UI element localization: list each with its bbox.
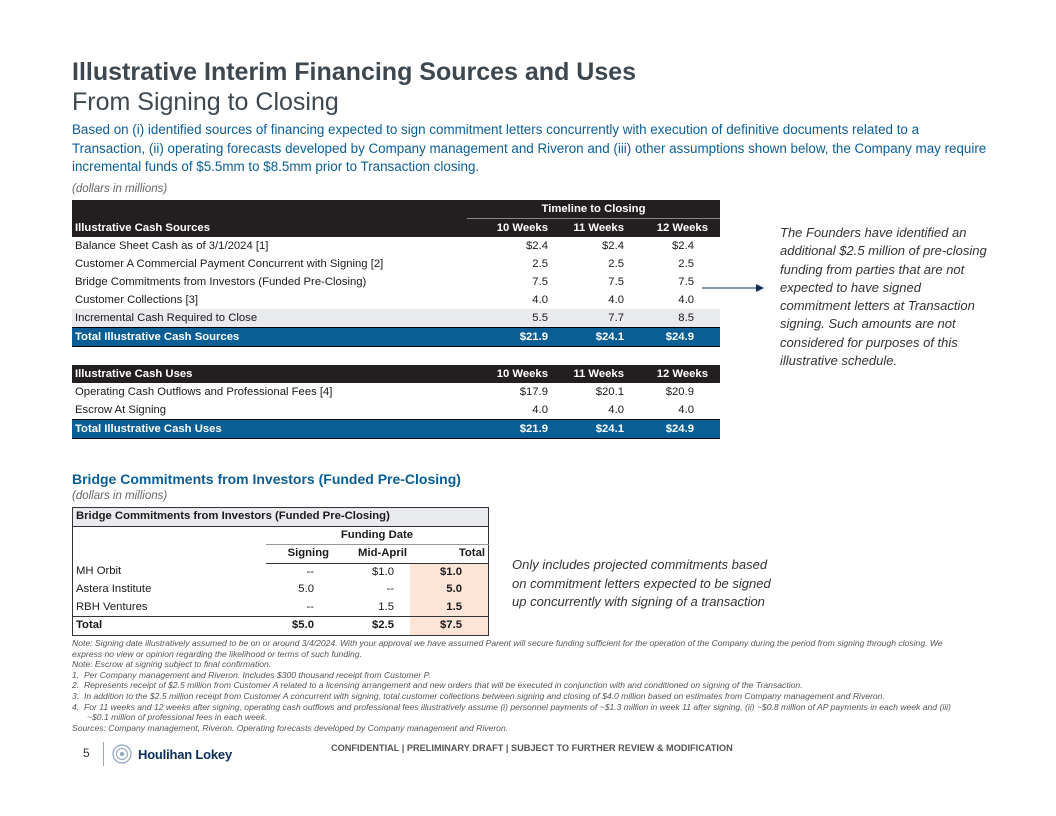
total-label: Total Illustrative Cash Uses [72, 420, 467, 439]
bridge-note: Only includes projected commitments based on commitment letters expected to be signed up concurrently with signing of a transaction [512, 557, 771, 609]
table-row [73, 563, 489, 581]
footnotes [72, 638, 972, 733]
cell-value: 5.5 [467, 309, 551, 328]
cell-value: 2.5 [532, 258, 548, 270]
total-value: $24.9 [627, 328, 720, 347]
arrow-right-icon [700, 282, 766, 294]
total-row [72, 328, 720, 347]
cell-value: 4.0 [608, 294, 624, 306]
column-header: 12 Weeks [627, 365, 720, 383]
footnote-sources: Sources: Company management, Riveron. Operating forecasts developed by Company management and Riveron. [72, 722, 509, 733]
row-label: Customer Collections [3] [75, 294, 199, 306]
logo-text: Houlihan Lokey [138, 746, 232, 762]
confidential-notice: CONFIDENTIAL | PRELIMINARY DRAFT | SUBJECT TO FURTHER REVIEW & MODIFICATION [331, 743, 733, 753]
cell-value: $1.0 [372, 565, 394, 578]
uses-header: Illustrative Cash Uses [72, 365, 467, 383]
column-header: Signing [266, 545, 332, 564]
founders-note: The Founders have identified an additional $2.5 million of pre-closing funding from parties that are not expected to have signed commitment letters at Transaction signing. Such amounts are not considered for purposes of this illustrative schedule. [780, 225, 987, 369]
bridge-section-title: Bridge Commitments from Investors (Funded Pre-Closing) [72, 471, 461, 487]
total-value: $2.5 [332, 617, 410, 636]
uses-header-row [72, 365, 720, 383]
cell-value: 4.0 [608, 404, 624, 416]
cell-value: -- [306, 600, 314, 613]
cell-value: 2.5 [678, 258, 694, 270]
column-header: 12 Weeks [627, 219, 720, 238]
total-label: Total [73, 617, 267, 636]
sources-header: Illustrative Cash Sources [72, 219, 467, 238]
cell-value: $20.9 [665, 386, 694, 398]
table-row [73, 599, 489, 617]
cell-value: $17.9 [519, 386, 548, 398]
cell-value: 5.0 [298, 583, 314, 595]
total-value: $24.1 [551, 328, 627, 347]
table-row [72, 255, 720, 273]
footnote-note: Note: Escrow at signing subject to final confirmation. [72, 659, 272, 670]
footnote-note: Note: Signing date illustratively assumed to be on or around 3/4/2024. With your approval we have assumed Parent will secure funding sufficient for the operation of the Company during the period from signing through closing. We express no view or opinion regarding the likelihood or terms of such funding. [72, 638, 943, 659]
logo-mark-icon [112, 744, 132, 764]
bridge-title-row [73, 508, 489, 527]
bridge-table-title: Bridge Commitments from Investors (Funded Pre-Closing) [73, 508, 489, 527]
bridge-header-row [73, 545, 489, 564]
cell-value: 7.5 [608, 276, 624, 288]
timeline-header-row [72, 200, 720, 219]
units-label: (dollars in millions) [72, 183, 168, 195]
total-row [72, 420, 720, 439]
row-label: Incremental Cash Required to Close [72, 309, 467, 328]
column-header: 11 Weeks [551, 365, 627, 383]
row-label: MH Orbit [76, 565, 122, 578]
cash-sources-table [72, 200, 720, 347]
column-header: 11 Weeks [551, 219, 627, 238]
row-label: RBH Ventures [76, 600, 148, 613]
total-row [73, 617, 489, 636]
cell-value: 4.0 [532, 294, 548, 306]
total-value: $24.9 [627, 420, 720, 439]
column-header: Total [410, 545, 489, 564]
cell-value: 7.7 [551, 309, 627, 328]
cell-value: $2.4 [526, 240, 548, 252]
page-title: Illustrative Interim Financing Sources and Uses [72, 58, 637, 86]
total-value: $24.1 [551, 420, 627, 439]
cell-value: 7.5 [532, 276, 548, 288]
cell-value: 5.0 [410, 581, 489, 599]
row-label: Escrow At Signing [75, 404, 167, 416]
cell-value: 4.0 [678, 404, 694, 416]
footnote-item: 1. Per Company management and Riveron. Includes $300 thousand receipt from Customer P. [72, 669, 431, 680]
column-header: 10 Weeks [467, 365, 551, 383]
cell-value: 1.5 [410, 599, 489, 617]
cell-value: 4.0 [532, 404, 548, 416]
funding-date-row [73, 526, 489, 545]
cell-value: $20.1 [595, 386, 624, 398]
cell-value: 1.5 [378, 600, 394, 613]
cell-value: -- [386, 583, 394, 595]
table-row [72, 237, 720, 255]
cell-value: 2.5 [608, 258, 624, 270]
table-row [72, 383, 720, 401]
footnote-item: 2. Represents receipt of $2.5 million from Customer A related to a licensing arrangement and new orders that will be executed in conjunction with and conditioned on signing of the Transaction. [72, 680, 803, 691]
footer-divider [103, 742, 104, 766]
column-header: Mid-April [332, 545, 410, 564]
cell-value: $2.4 [672, 240, 694, 252]
company-logo [112, 744, 232, 764]
cell-value: 7.5 [678, 276, 694, 288]
table-row [73, 581, 489, 599]
row-label: Balance Sheet Cash as of 3/1/2024 [1] [75, 240, 269, 252]
table-row [72, 291, 720, 309]
row-label: Operating Cash Outflows and Professional Fees [4] [75, 386, 333, 398]
units-label: (dollars in millions) [72, 490, 168, 502]
row-label: Astera Institute [76, 583, 152, 595]
bridge-commitments-table [72, 507, 489, 636]
total-value: $21.9 [467, 328, 551, 347]
row-label: Bridge Commitments from Investors (Funded Pre-Closing) [75, 276, 367, 288]
footnote-item: 3. In addition to the $2.5 million receipt from Customer A concurrent with signing, total customer collections between signing and closing of $4.0 million based on estimates from Company management and Riveron. [72, 690, 885, 701]
intro-paragraph: Based on (i) identified sources of financing expected to sign commitment letters concurrently with execution of definitive documents related to a Transaction, (ii) operating forecasts developed by Company management and Riveron and (iii) other assumptions shown below, the Company may require incremental funds of $5.5mm to $8.5mm prior to Transaction closing. [72, 122, 987, 174]
table-row [72, 401, 720, 420]
column-header: 10 Weeks [467, 219, 551, 238]
footnote-item: 4. For 11 weeks and 12 weeks after signing, operating cash outflows and professional fees illustratively assume (i) personnel payments of ~$1.3 million in week 11 after signing, (ii) ~$0.8 million of AP payments in each week and (iii) ~$0.1 million of professional fees in each week. [72, 701, 951, 723]
page-number: 5 [83, 746, 90, 760]
cell-value: 8.5 [627, 309, 720, 328]
cell-value: 4.0 [678, 294, 694, 306]
funding-date-label: Funding Date [266, 526, 489, 545]
total-value: $21.9 [467, 420, 551, 439]
timeline-label: Timeline to Closing [467, 200, 720, 219]
cell-value: -- [306, 565, 314, 578]
total-label: Total Illustrative Cash Sources [72, 328, 467, 347]
table-row [72, 309, 720, 328]
cell-value: $1.0 [410, 563, 489, 581]
cash-uses-table [72, 365, 720, 439]
total-value: $7.5 [410, 617, 489, 636]
total-value: $5.0 [266, 617, 332, 636]
page-subtitle: From Signing to Closing [72, 88, 339, 116]
sources-header-row [72, 219, 720, 238]
row-label: Customer A Commercial Payment Concurrent with Signing [2] [75, 258, 384, 270]
table-row [72, 273, 720, 291]
cell-value: $2.4 [602, 240, 624, 252]
